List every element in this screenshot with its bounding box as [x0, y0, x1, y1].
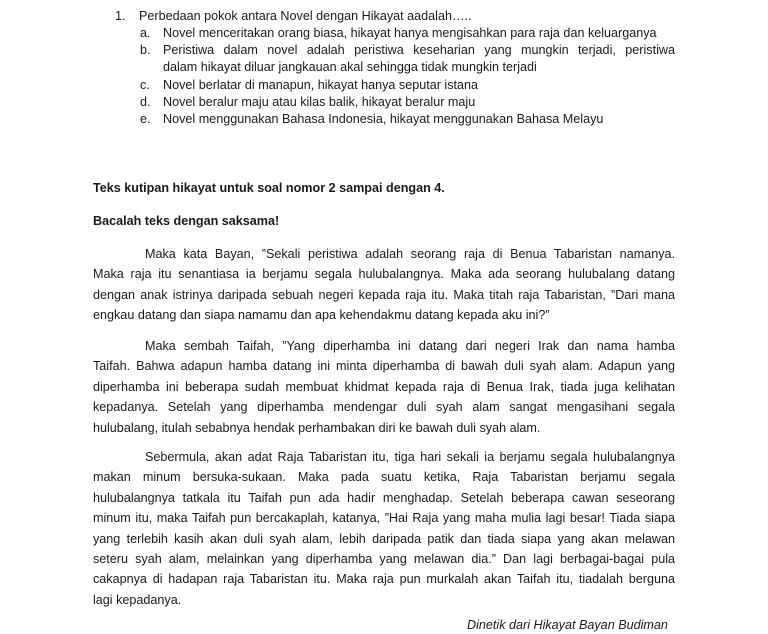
paragraph-3 [93, 447, 675, 610]
paragraph-line: hulubalang, itulah sebabnya hendak perhambakan diri ke bawah duli syah alam. [93, 420, 541, 435]
question-text: Perbedaan pokok antara Novel dengan Hikayat aadalah….. [139, 9, 472, 23]
paragraph-2 [93, 336, 675, 438]
option-c-text: Novel berlatar di manapun, hikayat hanya seputar istana [163, 78, 479, 92]
paragraph-line: seteru syah alam, melainkan yang diperhamba yang melawan dia.” Dan lagi berbagai-bagai pula [93, 552, 675, 567]
paragraph-line: Maka sembah Taifah, ”Yang diperhamba ini datang dari negeri Irak dan nama hamba [145, 339, 675, 353]
option-c-letter: c. [140, 78, 150, 92]
option-b-letter: b. [140, 43, 151, 57]
paragraph-line: Taifah. Bahwa adapun hamba datang ini minta diperhamba di bawah duli syah alam. Adapun yang [93, 359, 675, 374]
option-d-text: Novel beralur maju atau kilas balik, hikayat beralur maju [163, 95, 476, 109]
option-e-letter: e. [140, 112, 151, 126]
option-e-text: Novel menggunakan Bahasa Indonesia, hikayat menggunakan Bahasa Melayu [163, 112, 604, 126]
paragraph-line: Maka kata Bayan, ”Sekali peristiwa adalah seorang raja di Benua Tabaristan namanya. [145, 247, 675, 261]
paragraph-line: makan minum bersuka-sukaan. Maka pada suatu ketika, Raja Tabaristan berjamu segala [93, 470, 675, 485]
source-attribution: Dinetik dari Hikayat Bayan Budiman [467, 618, 668, 632]
paragraph-line: yang terlebih kasih akan duli syah alam, lebih daripada patik dan tiada siapa yang akan melawan [93, 531, 675, 546]
option-b-text-line-2: dalam hikayat diluar jangkauan akal sehingga tidak mungkin terjadi [163, 60, 537, 74]
intro-heading: Teks kutipan hikayat untuk soal nomor 2 sampai dengan 4. [93, 181, 445, 195]
option-a-text: Novel menceritakan orang biasa, hikayat hanya mengisahkan para raja dan keluarganya [163, 26, 657, 40]
paragraph-line: Sebermula, akan adat Raja Tabaristan itu, tiga hari sekali ia berjamu segala hulubalangnya [145, 450, 675, 464]
instruction: Bacalah teks dengan saksama! [93, 214, 280, 228]
option-d-letter: d. [140, 95, 151, 109]
option-b-text-line-1: Peristiwa dalam novel adalah peristiwa keseharian yang mungkin terjadi, peristiwa [163, 43, 675, 57]
paragraph-line: engkau datang dan siapa namamu dan apa kehendakmu datang kepada aku ini?” [93, 308, 550, 323]
paragraph-line: hulubalangnya tatkala itu Taifah pun ada hadir menghadap. Setelah beberapa cawan seseorang [93, 490, 675, 505]
paragraph-1 [93, 244, 675, 326]
paragraph-line: lagi kepadanya. [93, 592, 182, 607]
question-number: 1. [115, 9, 126, 23]
paragraph-line: kepadanya. Setelah yang diperhamba mendengar duli syah alam sangat mengasihani segala [93, 400, 675, 415]
paragraph-line: dengan anak istrinya daripada sebuah negeri kepada raja itu. Maka titah raja Tabaristan, ”Dari mana [93, 287, 675, 302]
paragraph-line: Maka raja itu senantiasa ia berjamu segala hulubalangnya. Maka ada seorang hulubalang datang [93, 267, 675, 282]
paragraph-line: minum itu, maka Taifah pun bercakaplah, katanya, ”Hai Raja yang maha mulia lagi besar! Tiada siapa [93, 511, 675, 526]
paragraph-line: cakapnya di hadapan raja Tabaristan itu. Maka raja pun murkalah akan Taifah itu, tiadalah berguna [93, 572, 675, 587]
option-a-letter: a. [140, 26, 151, 40]
paragraph-line: diperhamba ini beberapa sudah membuat khidmat kepada raja di Benua Irak, tiada juga kelihatan [93, 379, 675, 394]
